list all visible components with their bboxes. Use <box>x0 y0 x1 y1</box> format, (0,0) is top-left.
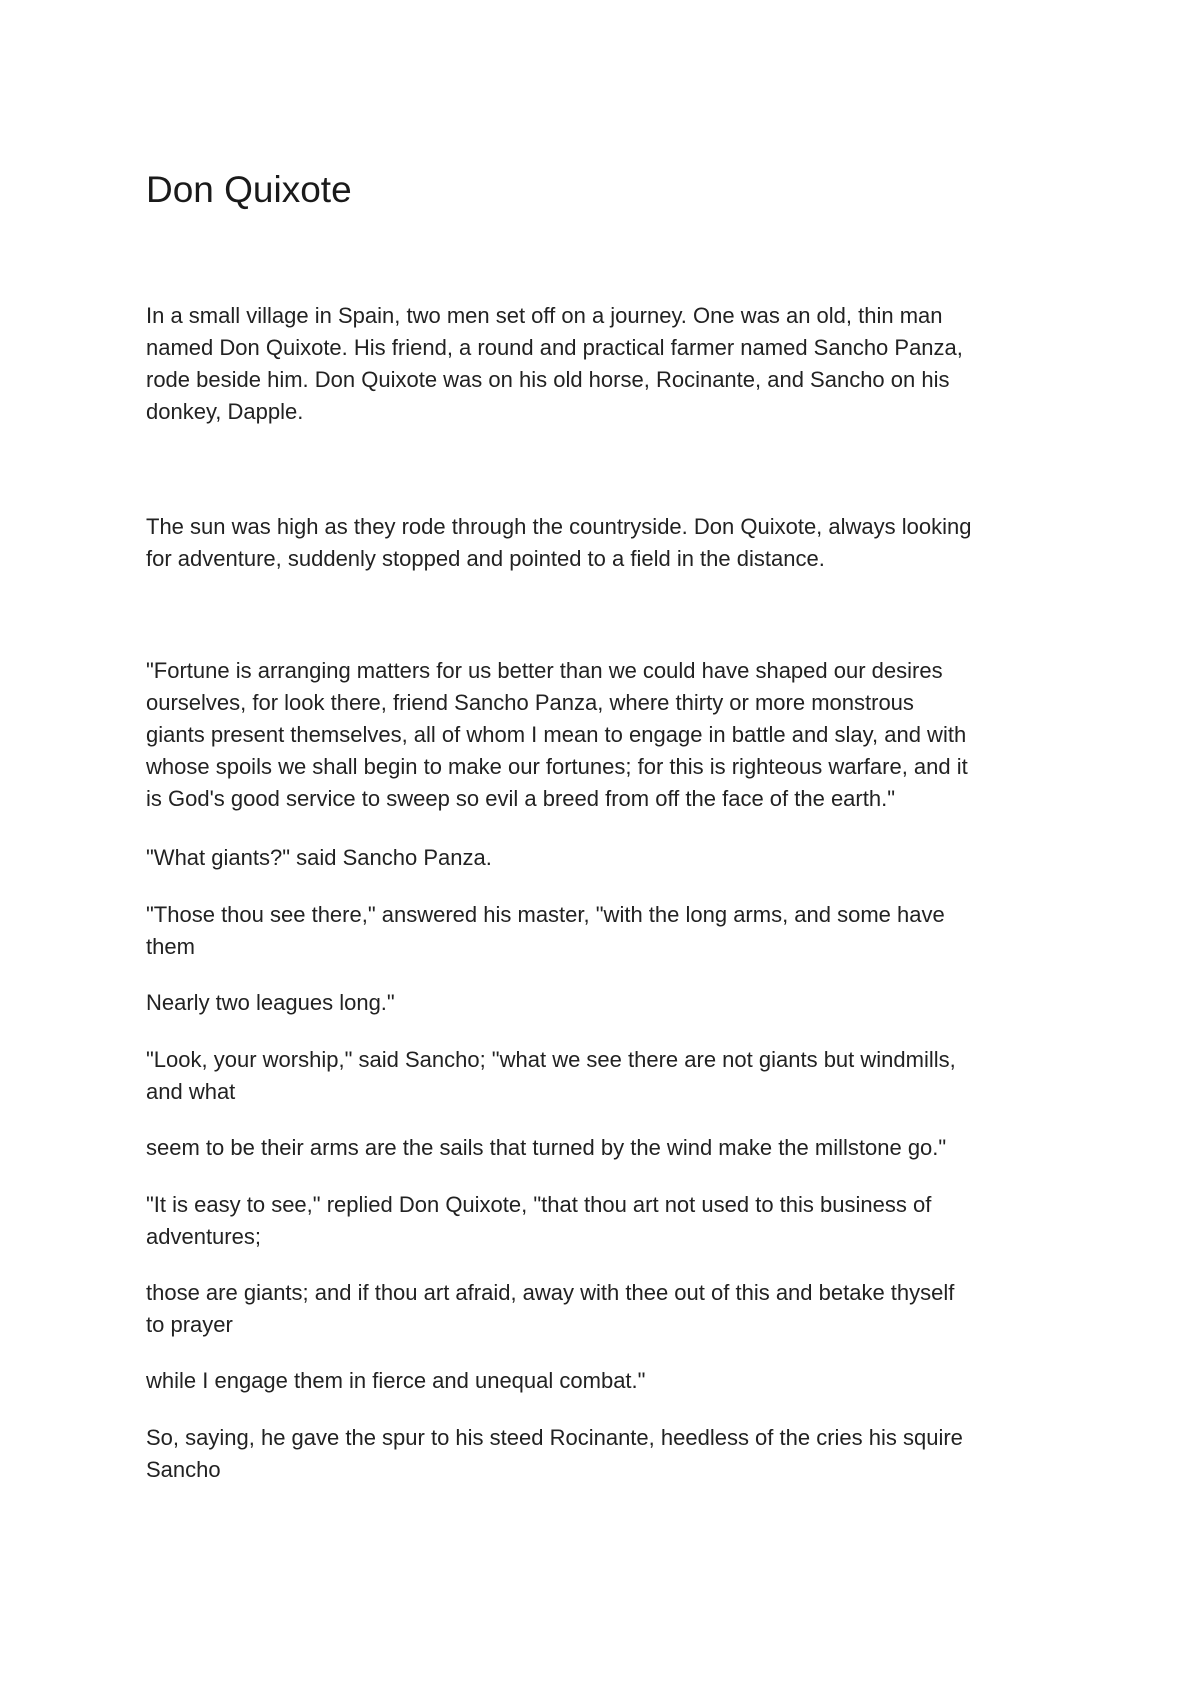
paragraph: The sun was high as they rode through the countryside. Don Quixote, always looking for adventure, suddenly stopped and pointed to a field in the distance. <box>146 514 972 571</box>
paragraph: "Those thou see there," answered his master, "with the long arms, and some have them <box>146 902 945 959</box>
paragraph: "Fortune is arranging matters for us better than we could have shaped our desires ourselves, for look there, friend Sancho Panza, where thirty or more monstrous giants present themselves, all of whom I mean to engage in battle and slay, and with whose spoils we shall begin to make our fortunes; for this is righteous warfare, and it is God's good service to sweep so evil a breed from off the face of the earth." <box>146 658 968 811</box>
paragraph: "What giants?" said Sancho Panza. <box>146 845 492 870</box>
paragraph: seem to be their arms are the sails that turned by the wind make the millstone go." <box>146 1135 947 1160</box>
paragraph: "Look, your worship," said Sancho; "what we see there are not giants but windmills, and what <box>146 1047 956 1104</box>
paragraph: So, saying, he gave the spur to his steed Rocinante, heedless of the cries his squire Sancho <box>146 1425 963 1482</box>
paragraph: "It is easy to see," replied Don Quixote, "that thou art not used to this business of adventures; <box>146 1192 932 1249</box>
document-title: Don Quixote <box>146 169 352 210</box>
paragraph: In a small village in Spain, two men set off on a journey. One was an old, thin man named Don Quixote. His friend, a round and practical farmer named Sancho Panza, rode beside him. Don Quixote was on his old horse, Rocinante, and Sancho on his donkey, Dapple. <box>146 303 963 424</box>
paragraph: Nearly two leagues long." <box>146 990 395 1015</box>
paragraph: those are giants; and if thou art afraid, away with thee out of this and betake thyself to prayer <box>146 1280 955 1337</box>
paragraph: while I engage them in fierce and unequal combat." <box>146 1368 646 1393</box>
